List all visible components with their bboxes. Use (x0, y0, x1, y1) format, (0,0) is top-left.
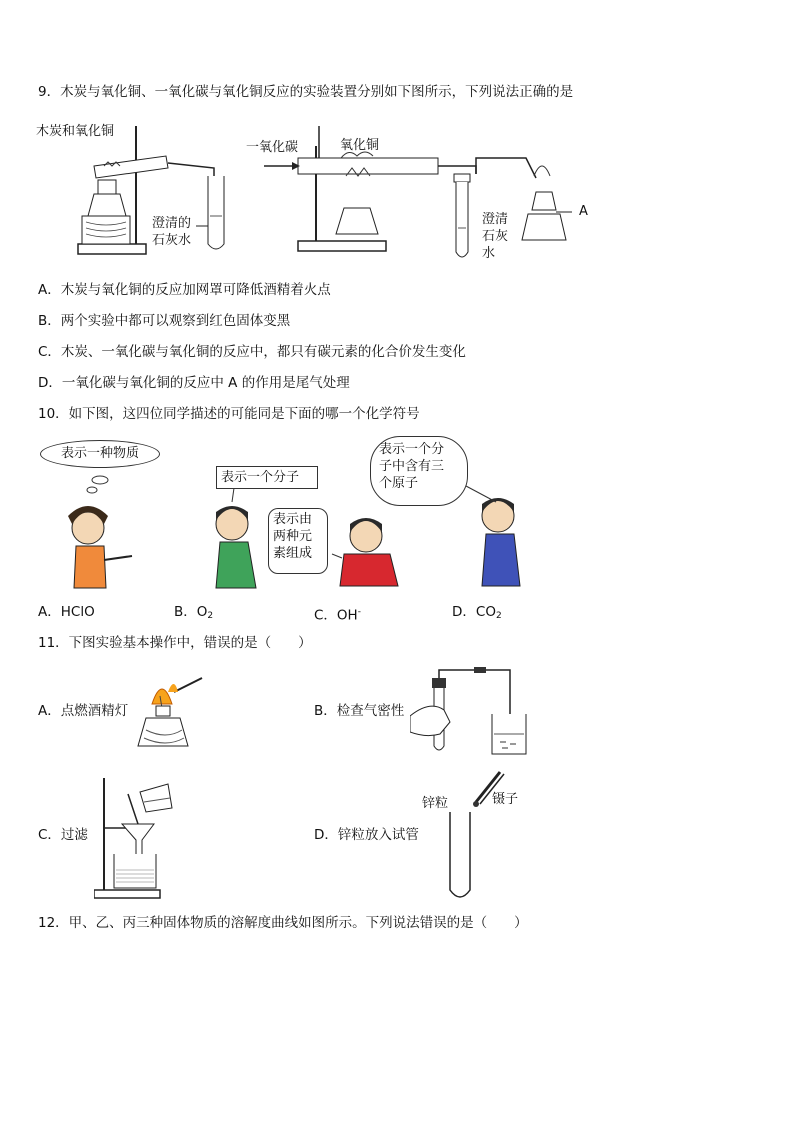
q11-option-a: A．点燃酒精灯 (38, 703, 129, 719)
alcohol-lamp-lighting-image (132, 668, 212, 754)
q9-option-c: C．木炭、一氧化碳与氧化铜的反应中，都只有碳元素的化合价发生变化 (38, 344, 466, 360)
q10-figure (36, 436, 596, 596)
limewater-label-2: 石灰水 (152, 233, 192, 248)
bubble-two-elements-line-3: 素组成 (273, 546, 313, 561)
bubble-two-elements-line-1: 表示由 (273, 512, 313, 527)
lighting-lamp-figure (132, 668, 212, 754)
q10-option-b-sub: 2 (207, 611, 214, 621)
zinc-tube-figure (418, 768, 528, 904)
q9-apparatus (36, 116, 596, 266)
q11-option-c: C．过滤 (38, 827, 88, 843)
q10-option-a: A．HClO (38, 604, 95, 620)
q9-figure (36, 116, 596, 266)
limewater-label-1: 澄清的 (152, 216, 192, 231)
co-label: 一氧化碳 (246, 140, 299, 155)
q10-option-b (174, 603, 213, 625)
limewater2-label-2: 石灰 (482, 229, 509, 244)
bubble-two-elements-line-2: 两种元 (273, 529, 313, 544)
bubble-two-elements (268, 508, 328, 574)
cuo-label: 氧化铜 (340, 138, 380, 153)
q10-option-d-sub: 2 (495, 611, 502, 621)
q11-stem: 11．下图实验基本操作中，错误的是（ ） (38, 635, 312, 651)
bubble-three-atoms (370, 436, 468, 506)
q12-stem: 12．甲、乙、丙三种固体物质的溶解度曲线如图所示。下列说法错误的是（ ） (38, 915, 528, 931)
q9-option-a: A．木炭与氧化铜的反应加网罩可降低酒精着火点 (38, 282, 331, 298)
q10-option-c-text: C．OH (314, 607, 358, 624)
bubble-three-atoms-line-3: 个原子 (379, 476, 419, 491)
limewater2-label-1: 澄清 (482, 212, 509, 227)
q10-option-d (452, 603, 502, 625)
q10-option-c (314, 603, 361, 625)
q10-option-c-sup: - (357, 607, 361, 617)
q9-stem: 9．木炭与氧化铜、一氧化碳与氧化铜反应的实验装置分别如下图所示，下列说法正确的是 (38, 84, 574, 100)
bubble-three-atoms-line-2: 子中含有三 (379, 459, 445, 474)
zinc-label: 锌粒 (422, 796, 449, 811)
charcoal-cuo-label: 木炭和氧化铜 (36, 124, 115, 139)
bubble-three-atoms-line-1: 表示一个分 (379, 442, 445, 457)
q10-option-b-text: B．O (174, 604, 208, 620)
airtightness-check-image (410, 664, 536, 760)
filtration-figure (94, 774, 206, 900)
q11-option-b: B．检查气密性 (314, 703, 405, 719)
bubble-one-molecule: 表示一个分子 (216, 466, 318, 489)
q9-option-d: D．一氧化碳与氧化铜的反应中 A 的作用是尾气处理 (38, 375, 350, 391)
q11-option-d: D．锌粒放入试管 (314, 827, 419, 843)
a-label: A (579, 204, 588, 219)
q9-option-b: B．两个实验中都可以观察到红色固体变黑 (38, 313, 291, 329)
q10-stem: 10．如下图，这四位同学描述的可能同是下面的哪一个化学符号 (38, 406, 420, 422)
filtration-image (94, 774, 206, 900)
airtight-check-figure (410, 664, 536, 760)
limewater2-label-3: 水 (482, 246, 496, 261)
tweezers-label: 镊子 (492, 792, 519, 807)
bubble-substance: 表示一种物质 (40, 440, 160, 468)
q10-option-d-text: D．CO (452, 604, 496, 620)
